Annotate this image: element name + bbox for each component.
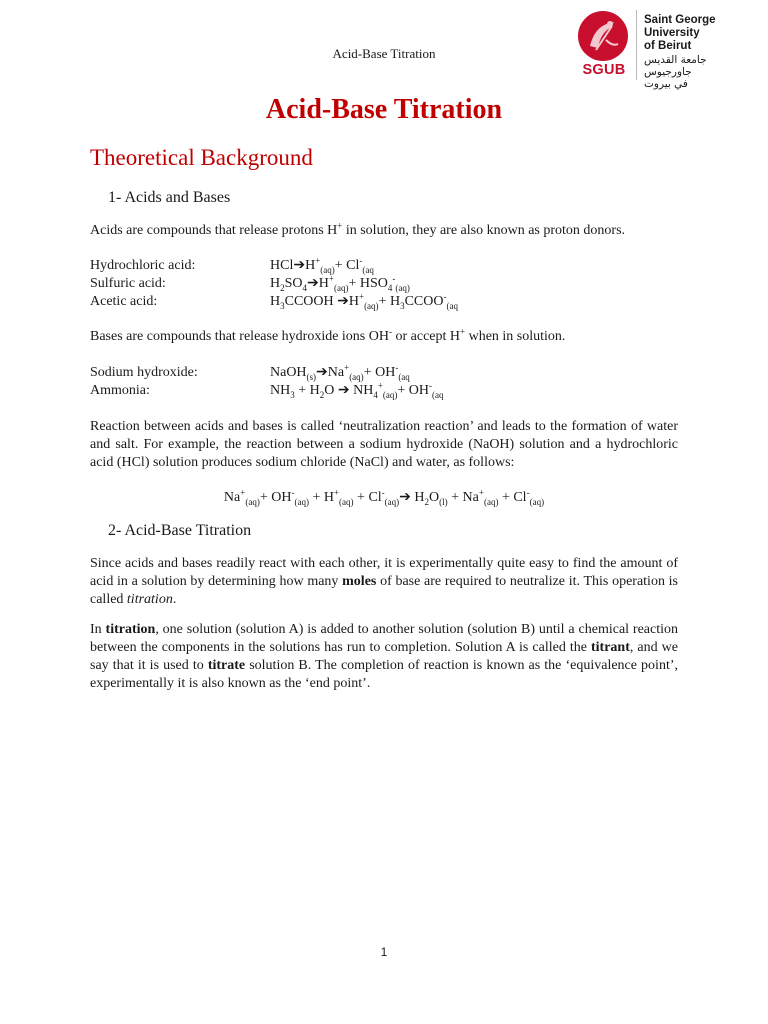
equation-acetic: Acetic acid: $H_3CCOOH$ $➔H^+_{(aq)}+$ $H_3CCOO^-_{(aq}$: [90, 291, 458, 311]
logo-divider: [636, 10, 637, 80]
equation-hcl: Hydrochloric acid: $HCl➔H^+_{(aq)}+ Cl^-_{(aq}$: [90, 255, 374, 275]
section-heading: Theoretical Background: [90, 145, 313, 170]
equation-h2so4: Sulfuric acid: $H_2SO_4➔H^+_{(aq)}+ HSO_4^-_{(aq)}$: [90, 273, 410, 293]
logo-arabic-name: جامعة القديس جاورجيوس في بيروت: [644, 54, 707, 90]
bases-intro: Bases are compounds that release hydroxide ions OH- or accept H+ when in solution.: [90, 326, 566, 344]
subheading-titration: 2- Acid-Base Titration: [108, 522, 252, 539]
running-header: Acid-Base Titration: [332, 46, 436, 61]
page-title: Acid-Base Titration: [265, 94, 503, 125]
university-logo: [574, 8, 760, 90]
neutralization-equation: $Na^+_{(aq)}+ OH^-_{(aq)} + H^+_{(aq)}$ + $Cl^-_{(aq)}➔$ $H_2O_{(l)} + Na^+_{(aq)} + Cl^-_{(aq)}$: [223, 487, 545, 507]
titration-paragraph-1: Since acids and bases readily react with each other, it is experimentally quite easy to find the amount of acid in a solution by determining how many moles of base are required to neutralize it. This operation is called titration.: [90, 556, 678, 607]
titration-paragraph-2: In titration, one solution (solution A) is added to another solution (solution B) until a chemical reaction between the components in the solutions has run to completion. Solution A is called the titrant, and we say that it is used to titrate solution B. The completion of reaction is known as the ‘equivalence point’, experimentally it is also known as the ‘end point’.: [90, 622, 678, 691]
logo-abbr: SGUB: [582, 62, 626, 78]
logo-name: Saint George University of Beirut: [644, 14, 716, 52]
neutralization-paragraph: Reaction between acids and bases is called ‘neutralization reaction’ and leads to the formation of water and salt. For example, the reaction between a sodium hydroxide (NaOH) solution and a hydrochloric acid (HCl) solution produces sodium chloride (NaCl) and water, as follows:: [90, 419, 678, 470]
acids-intro: Acids are compounds that release protons H+ in solution, they are also known as proton donors.: [90, 220, 626, 238]
sgub-emblem-icon: [576, 10, 630, 62]
equation-naoh: Sodium hydroxide: $NaOH_{(s)}➔Na^+_{(aq)}+ OH^-_{(aq}$: [90, 362, 410, 382]
page-number: 1: [380, 945, 388, 959]
equation-nh3: Ammonia: $NH_3 + H_2O$ ➔ $NH_4^+_{(aq)}+ OH^-_{(aq}$: [90, 380, 444, 400]
subheading-acids-bases: 1- Acids and Bases: [108, 189, 231, 206]
